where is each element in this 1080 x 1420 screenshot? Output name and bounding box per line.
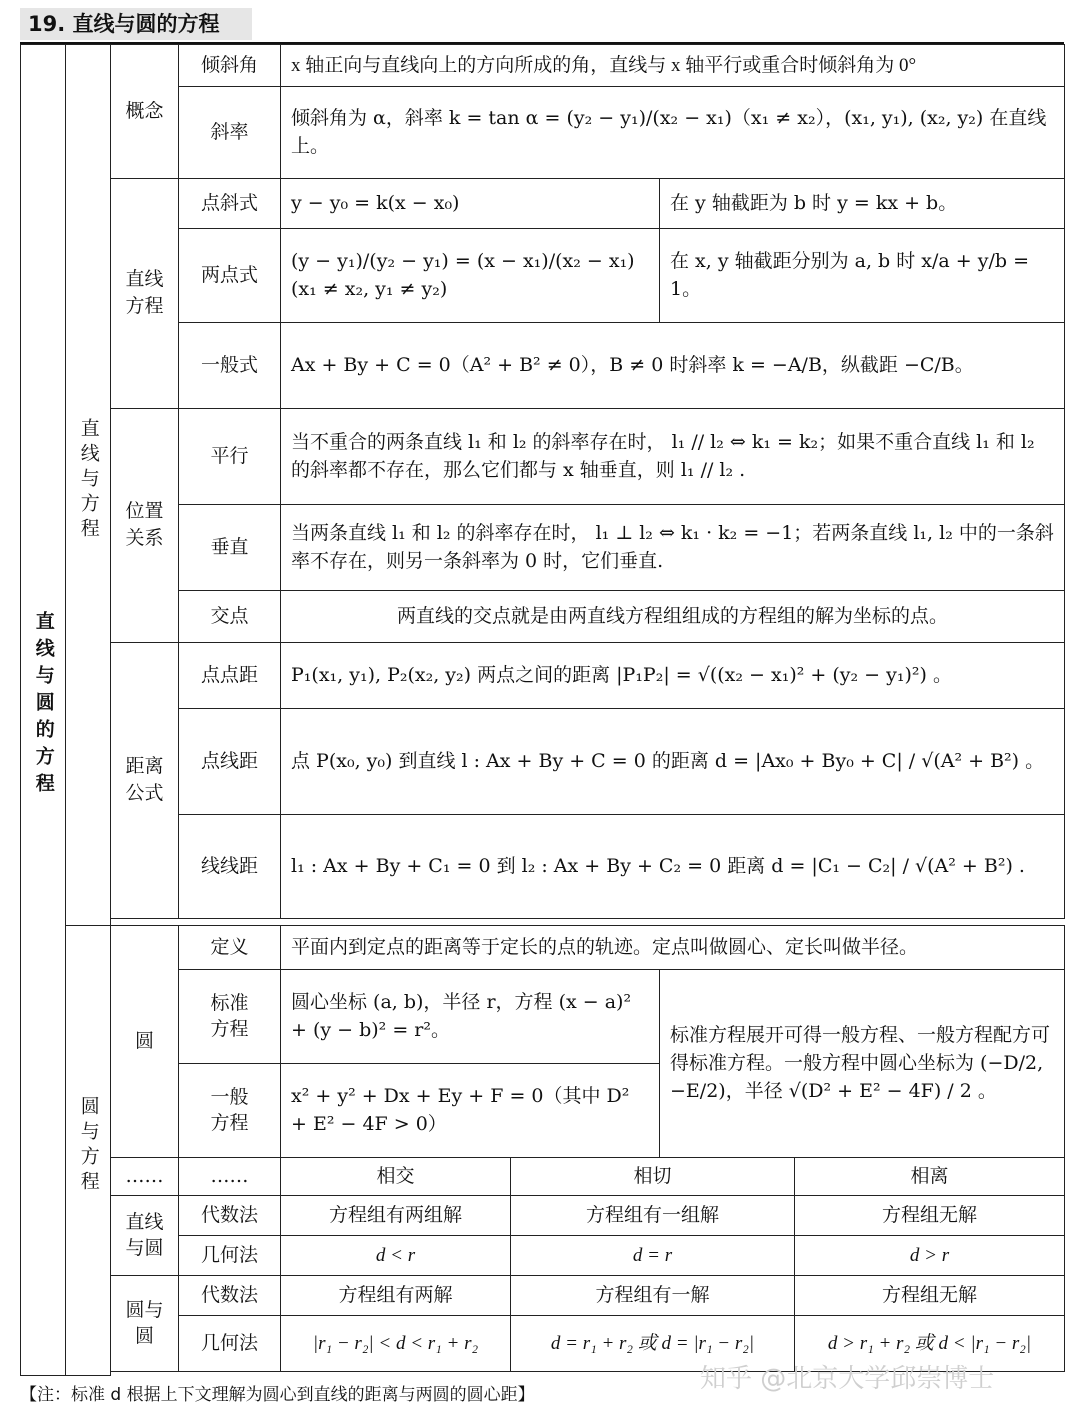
point-slope-note: 在 y 轴截距为 b 时 y = kx + b。 bbox=[660, 179, 1065, 229]
circle-note: 标准方程展开可得一般方程、一般方程配方可得标准方程。一般方程中圆心坐标为 (−D/2, −E/2)，半径 √(D² + E² − 4F) / 2 。 bbox=[660, 970, 1065, 1158]
table-row bbox=[21, 926, 1065, 970]
ll-dist-text: l₁ : Ax + By + C₁ = 0 到 l₂ : Ax + By + C₂ = 0 距离 d = |C₁ − C₂| / √(A² + B²) . bbox=[281, 815, 1065, 919]
pp-dist-text: P₁(x₁, y₁), P₂(x₂, y₂) 两点之间的距离 |P₁P₂| = √((x₂ − x₁)² + (y₂ − y₁)²) 。 bbox=[281, 643, 1065, 709]
row-label-general: 一般式 bbox=[179, 323, 281, 409]
two-point-formula: (y − y₁)/(y₂ − y₁) = (x − x₁)/(x₂ − x₁) (x₁ ≠ x₂, y₁ ≠ y₂) bbox=[281, 229, 660, 323]
relation-header-intersect: 相交 bbox=[281, 1158, 511, 1196]
dots-cell-b: …… bbox=[179, 1158, 281, 1196]
row-label-general-circle: 一般方程 bbox=[179, 1064, 281, 1158]
general-text: Ax + By + C = 0（A² + B² ≠ 0），B ≠ 0 时斜率 k = −A/B，纵截距 −C/B。 bbox=[281, 323, 1065, 409]
table-row bbox=[21, 643, 1065, 709]
general-circle-text: x² + y² + Dx + Ey + F = 0（其中 D² + E² − 4F > 0） bbox=[281, 1064, 660, 1158]
lc-geometry-intersect: d < r bbox=[281, 1236, 511, 1276]
page-title: 19. 直线与圆的方程 bbox=[20, 8, 252, 40]
lc-algebra-tangent: 方程组有一组解 bbox=[511, 1196, 795, 1236]
standard-text: 圆心坐标 (a, b)，半径 r，方程 (x − a)² + (y − b)² = r²。 bbox=[281, 970, 660, 1064]
cc-geometry-label: 几何法 bbox=[179, 1316, 281, 1372]
intersection-text: 两直线的交点就是由两直线方程组组成的方程组的解为坐标的点。 bbox=[281, 591, 1065, 643]
row-label-pp-dist: 点点距 bbox=[179, 643, 281, 709]
group-concept: 概念 bbox=[111, 45, 179, 179]
outer-label-cell bbox=[21, 45, 66, 1376]
section-line-label: 直线与方程 bbox=[77, 418, 100, 544]
point-slope-formula: y − y₀ = k(x − x₀) bbox=[281, 179, 660, 229]
two-point-note: 在 x, y 轴截距分别为 a, b 时 x/a + y/b = 1。 bbox=[660, 229, 1065, 323]
row-label-intersection: 交点 bbox=[179, 591, 281, 643]
parallel-text: 当不重合的两条直线 l₁ 和 l₂ 的斜率存在时， l₁ // l₂ ⇔ k₁ = k₂；如果不重合直线 l₁ 和 l₂ 的斜率都不存在，那么它们都与 x 轴垂直，则 l₁ // l₂ . bbox=[281, 409, 1065, 505]
row-label-definition: 定义 bbox=[179, 926, 281, 970]
group-line-eq: 直线方程 bbox=[111, 179, 179, 409]
dots-cell-a: …… bbox=[111, 1158, 179, 1196]
cc-algebra-separate: 方程组无解 bbox=[795, 1276, 1065, 1316]
group-circle: 圆 bbox=[111, 926, 179, 1158]
definition-text: 平面内到定点的距离等于定长的点的轨迹。定点叫做圆心、定长叫做半径。 bbox=[281, 926, 1065, 970]
lc-algebra-separate: 方程组无解 bbox=[795, 1196, 1065, 1236]
row-label-slope: 斜率 bbox=[179, 87, 281, 179]
table-row bbox=[21, 45, 1065, 87]
section-line-cell bbox=[66, 45, 111, 926]
lc-algebra-label: 代数法 bbox=[179, 1196, 281, 1236]
cc-algebra-tangent: 方程组有一解 bbox=[511, 1276, 795, 1316]
row-label-point-slope: 点斜式 bbox=[179, 179, 281, 229]
lc-algebra-intersect: 方程组有两组解 bbox=[281, 1196, 511, 1236]
group-distance: 距离公式 bbox=[111, 643, 179, 919]
outer-label: 直线与圆的方程 bbox=[32, 611, 55, 801]
row-label-perpendicular: 垂直 bbox=[179, 505, 281, 591]
table-row bbox=[21, 179, 1065, 229]
table-row bbox=[21, 1196, 1065, 1236]
row-label-pl-dist: 点线距 bbox=[179, 709, 281, 815]
row-label-incline: 倾斜角 bbox=[179, 45, 281, 87]
group-position: 位置关系 bbox=[111, 409, 179, 643]
row-label-standard: 标准方程 bbox=[179, 970, 281, 1064]
row-label-two-point: 两点式 bbox=[179, 229, 281, 323]
relation-header-separate: 相离 bbox=[795, 1158, 1065, 1196]
pl-dist-text: 点 P(x₀, y₀) 到直线 l : Ax + By + C = 0 的距离 d = |Ax₀ + By₀ + C| / √(A² + B²) 。 bbox=[281, 709, 1065, 815]
table-row bbox=[21, 409, 1065, 505]
group-line-circle: 直线与圆 bbox=[111, 1196, 179, 1276]
lc-geometry-tangent: d = r bbox=[511, 1236, 795, 1276]
cc-geometry-tangent: d = r₁ + r₂ 或 d = |r₁ − r₂| bbox=[511, 1316, 795, 1372]
table-row bbox=[21, 1158, 1065, 1196]
table-row bbox=[21, 1276, 1065, 1316]
group-circle-circle: 圆与圆 bbox=[111, 1276, 179, 1372]
row-label-parallel: 平行 bbox=[179, 409, 281, 505]
cc-geometry-separate: d > r₁ + r₂ 或 d < |r₁ − r₂| bbox=[795, 1316, 1065, 1372]
section-circle-cell bbox=[66, 926, 111, 1376]
cc-geometry-intersect: |r₁ − r₂| < d < r₁ + r₂ bbox=[281, 1316, 511, 1372]
section-circle-label: 圆与方程 bbox=[77, 1096, 100, 1197]
cc-algebra-intersect: 方程组有两解 bbox=[281, 1276, 511, 1316]
incline-text: x 轴正向与直线向上的方向所成的角，直线与 x 轴平行或重合时倾斜角为 0° bbox=[281, 45, 1065, 87]
footnote: 【注：标准 d 根据上下文理解为圆心到直线的距离与两圆的圆心距】 bbox=[20, 1385, 535, 1405]
row-label-ll-dist: 线线距 bbox=[179, 815, 281, 919]
watermark: 知乎 @北京大学邱崇博士 bbox=[700, 1364, 995, 1394]
lc-geometry-separate: d > r bbox=[795, 1236, 1065, 1276]
cc-algebra-label: 代数法 bbox=[179, 1276, 281, 1316]
slope-text: 倾斜角为 α，斜率 k = tan α = (y₂ − y₁)/(x₂ − x₁)（x₁ ≠ x₂），(x₁, y₁), (x₂, y₂) 在直线上。 bbox=[281, 87, 1065, 179]
relation-header-tangent: 相切 bbox=[511, 1158, 795, 1196]
formula-table bbox=[20, 44, 1065, 1376]
perpendicular-text: 当两条直线 l₁ 和 l₂ 的斜率存在时， l₁ ⊥ l₂ ⇔ k₁ · k₂ = −1；若两条直线 l₁, l₂ 中的一条斜率不存在，则另一条斜率为 0 时，它们垂直. bbox=[281, 505, 1065, 591]
lc-geometry-label: 几何法 bbox=[179, 1236, 281, 1276]
